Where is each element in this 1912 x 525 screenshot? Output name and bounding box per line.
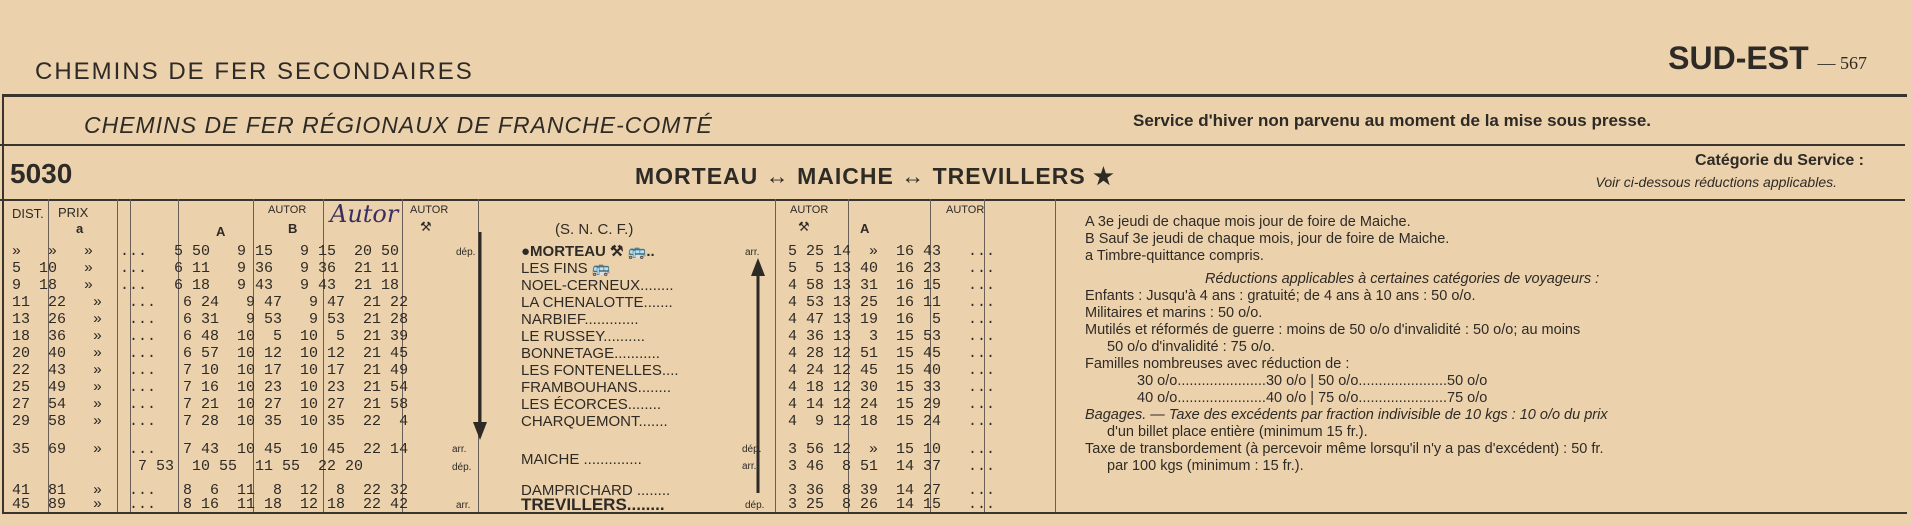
station: BONNETAGE........... [521, 345, 660, 362]
arr-label: arr. [456, 500, 471, 511]
header-network: SUD-EST [1668, 40, 1809, 76]
dep-label: dép. [456, 247, 476, 258]
return-row: 4 14 12 24 15 29 ... [788, 396, 996, 413]
note-mutiles: Mutilés et réformés de guerre : moins de 50 o/o d'invalidité : 50 o/o; au moins [1085, 322, 1581, 338]
return-row: 4 18 12 30 15 33 ... [788, 379, 996, 396]
category-subtitle: Voir ci-dessous réductions applicables. [1595, 174, 1837, 190]
header-prix: PRIX [58, 205, 89, 220]
note-bagages-cont: d'un billet place entière (minimum 15 fr.). [1107, 424, 1368, 440]
timetable-row: 29 58 » ... 7 28 10 35 10 35 22 4 [12, 413, 409, 430]
timetable-row: 22 43 » ... 7 10 10 17 10 17 21 49 [12, 362, 409, 379]
station: CHARQUEMONT....... [521, 413, 668, 430]
route-from: MORTEAU [635, 163, 759, 189]
header-A: A [216, 224, 226, 239]
arr-label: arr. [745, 247, 760, 258]
station: FRAMBOUHANS........ [521, 379, 672, 396]
station-trevillers: TREVILLERS........ [521, 495, 665, 514]
return-row: 4 53 13 25 16 11 ... [788, 294, 996, 311]
return-row: 5 5 13 40 16 23 ... [788, 260, 996, 277]
header-autor-3: AUTOR [790, 204, 829, 216]
dep-label: dép. [452, 462, 472, 473]
note-militaires: Militaires et marins : 50 o/o. [1085, 305, 1263, 321]
station: NOEL-CERNEUX........ [521, 277, 674, 294]
company-name: CHEMINS DE FER RÉGIONAUX DE FRANCHE-COMTÉ [84, 112, 713, 138]
station: LA CHENALOTTE....... [521, 294, 673, 311]
return-row: 4 47 13 19 16 5 ... [788, 311, 996, 328]
timetable-row: 13 26 » ... 6 31 9 53 9 53 21 28 [12, 311, 409, 328]
station: DAMPRICHARD ........ [521, 482, 671, 499]
header-B: B [288, 221, 298, 236]
note-familles-30: 30 o/o......................30 o/o | 50 o/o......................50 o/o [1137, 373, 1488, 389]
dep-label: dép. [742, 444, 762, 455]
station: LES ÉCORCES........ [521, 396, 662, 413]
arr-label: arr. [742, 461, 757, 472]
return-row: 4 28 12 51 15 45 ... [788, 345, 996, 362]
return-row: 5 25 14 » 16 43 ... [788, 243, 996, 260]
header-dist: DIST. [12, 206, 44, 221]
route-arrow-1: ↔ [765, 163, 790, 189]
header-a: a [76, 221, 84, 236]
return-row: 3 25 8 26 14 15 ... [788, 496, 996, 513]
timetable-row: 41 81 » ... 8 6 11 8 12 8 22 32 [12, 482, 409, 499]
table-number: 5030 [10, 158, 73, 189]
note-transbordement-cont: par 100 kgs (minimum : 15 fr.). [1107, 458, 1304, 474]
note-transbordement: Taxe de transbordement (à percevoir même lorsqu'il n'y a pas d'excédent) : 50 fr. [1085, 441, 1604, 457]
timetable-row: 18 36 » ... 6 48 10 5 10 5 21 39 [12, 328, 409, 345]
return-row: 3 46 8 51 14 37 ... [788, 458, 996, 475]
header-autor-4: AUTOR [946, 204, 985, 216]
timetable-row: 5 10 » ... 6 11 9 36 9 36 21 11 [12, 260, 400, 277]
header-right [1668, 40, 1867, 77]
hammer-icon-return: ⚒ [798, 219, 810, 234]
return-row: 4 58 13 31 16 15 ... [788, 277, 996, 294]
reductions-title: Réductions applicables à certaines catégories de voyageurs : [1205, 271, 1600, 287]
header-left: CHEMINS DE FER SECONDAIRES [35, 58, 474, 85]
station: LES FINS 🚌 [521, 260, 611, 277]
station: LES FONTENELLES.... [521, 362, 679, 379]
header-A-return: A [860, 221, 870, 236]
return-row: 3 56 12 » 15 10 ... [788, 441, 996, 458]
header-autor-1: AUTOR [268, 204, 307, 216]
route-to: TREVILLERS [932, 163, 1086, 189]
timetable-row: 11 22 » ... 6 24 9 47 9 47 21 22 [12, 294, 409, 311]
return-row: 4 24 12 45 15 40 ... [788, 362, 996, 379]
category-title: Catégorie du Service : [1695, 152, 1864, 169]
note-A: A 3e jeudi de chaque mois jour de foire de Maiche. [1085, 214, 1411, 230]
rule [1055, 199, 1056, 512]
timetable-row: 27 54 » ... 7 21 10 27 10 27 21 58 [12, 396, 409, 413]
handwritten-autor: Autor [330, 200, 399, 228]
arr-label: arr. [452, 444, 467, 455]
station: LE RUSSEY.......... [521, 328, 645, 345]
timetable-row: » » » ... 5 50 9 15 9 15 20 50 [12, 243, 400, 260]
route-via: MAICHE [797, 163, 894, 189]
timetable-row: 9 18 » ... 6 18 9 43 9 43 21 18 [12, 277, 400, 294]
note-mutiles-cont: 50 o/o d'invalidité : 75 o/o. [1107, 339, 1276, 355]
dep-label: dép. [745, 500, 765, 511]
separator-top [0, 144, 1905, 146]
timetable-row: 20 40 » ... 6 57 10 12 10 12 21 45 [12, 345, 409, 362]
header-sncf: (S. N. C. F.) [555, 221, 634, 238]
station-maiche: MAICHE .............. [521, 451, 642, 468]
page-number: — 567 [1817, 53, 1867, 73]
down-arrow-icon [470, 232, 490, 442]
rule [775, 199, 776, 512]
return-row: 3 36 8 39 14 27 ... [788, 482, 996, 499]
return-row: 4 36 13 3 15 53 ... [788, 328, 996, 345]
station: NARBIEF............. [521, 311, 639, 328]
note-familles-40: 40 o/o......................40 o/o | 75 o/o......................75 o/o [1137, 390, 1488, 406]
header-autor-2: AUTOR [410, 204, 449, 216]
hammer-icon: ⚒ [420, 219, 432, 234]
return-row: 4 9 12 18 15 24 ... [788, 413, 996, 430]
timetable-row: 35 69 » ... 7 43 10 45 10 45 22 14 [12, 441, 409, 458]
timetable-row: 25 49 » ... 7 16 10 23 10 23 21 54 [12, 379, 409, 396]
timetable-row: 45 89 » ... 8 16 11 18 12 18 22 42 [12, 496, 409, 513]
star-icon: ★ [1093, 163, 1115, 189]
note-familles: Familles nombreuses avec réduction de : [1085, 356, 1350, 372]
route-title [635, 163, 1115, 190]
station-morteau: ●MORTEAU ⚒ 🚌.. [521, 243, 655, 260]
service-notice: Service d'hiver non parvenu au moment de la mise sous presse. [1133, 111, 1652, 130]
route-arrow-2: ↔ [901, 163, 926, 189]
separator-header [0, 199, 1905, 201]
note-a: a Timbre-quittance compris. [1085, 248, 1264, 264]
note-enfants: Enfants : Jusqu'à 4 ans : gratuité; de 4 ans à 10 ans : 50 o/o. [1085, 288, 1476, 304]
note-B: B Sauf 3e jeudi de chaque mois, jour de foire de Maiche. [1085, 231, 1450, 247]
notes-block [1085, 214, 1608, 475]
note-bagages: Bagages. — Taxe des excédents par fraction indivisible de 10 kgs : 10 o/o du prix [1085, 407, 1608, 423]
timetable-row: 7 53 10 55 11 55 22 20 [12, 458, 364, 475]
